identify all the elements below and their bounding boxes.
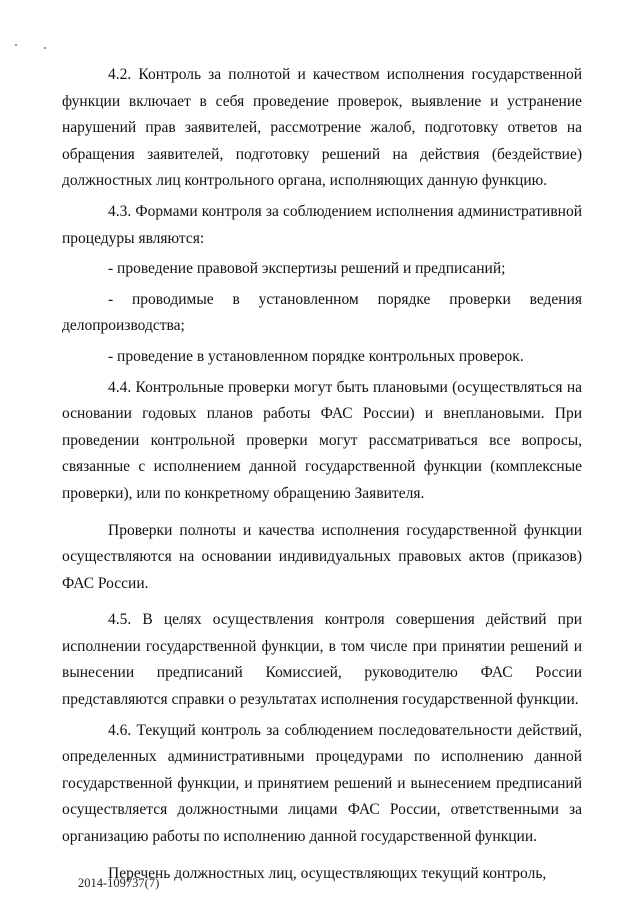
- paragraph-4-2: 4.2. Контроль за полнотой и качеством исполнения государственной функции включает в себя проведение проверок, выявление и устранение нарушений прав заявителей, рассмотрение жалоб, подготовку ответов на обращения заявителей, подготовку решений на действия (бездействие) должностных лиц контрольного органа, исполняющих данную функцию.: [62, 66, 582, 190]
- paragraph-4-4: 4.4. Контрольные проверки могут быть плановыми (осуществляться на основании годовых планов работы ФАС России) и внеплановыми. При проведении контрольной проверки могут рассматриваться все вопросы, связанные с исполнением данной государственной функции (комплексные проверки), или по конкретному обращению Заявителя.: [62, 378, 582, 502]
- document-body: [62, 62, 582, 887]
- paragraph-4-6: 4.6. Текущий контроль за соблюдением последовательности действий, определенных административными процедурами по исполнению данной государственной функции, и принятием решений и вынесением предписаний осуществляется должностными лицами ФАС России, ответственными за организацию работы по исполнению данной государственной функции.: [62, 721, 582, 846]
- list-item-control-checks: - проведение в установленном порядке контрольных проверок.: [108, 347, 524, 365]
- paragraph-officials-list: Перечень должностных лиц, осуществляющих текущий контроль,: [108, 864, 547, 882]
- footer-code: 2014-109737(7): [78, 876, 160, 890]
- list-item-records-check: - проводимые в установленном порядке проверки ведения делопроизводства;: [62, 290, 582, 335]
- paragraph-checks-basis: Проверки полноты и качества исполнения государственной функции осуществляются на основании индивидуальных правовых актов (приказов) ФАС России.: [62, 521, 582, 592]
- paragraph-4-5: 4.5. В целях осуществления контроля совершения действий при исполнении государственной функции, в том числе при принятии решений и вынесении предписаний Комиссией, руководителю ФАС России представляются справки о результатах исполнения государственной функции.: [62, 611, 582, 709]
- paragraph-4-3: 4.3. Формами контроля за соблюдением исполнения административной процедуры являются:: [62, 202, 582, 247]
- scan-speck: [44, 47, 46, 49]
- scan-speck: [15, 44, 17, 46]
- list-item-legal-review: - проведение правовой экспертизы решений и предписаний;: [108, 260, 506, 278]
